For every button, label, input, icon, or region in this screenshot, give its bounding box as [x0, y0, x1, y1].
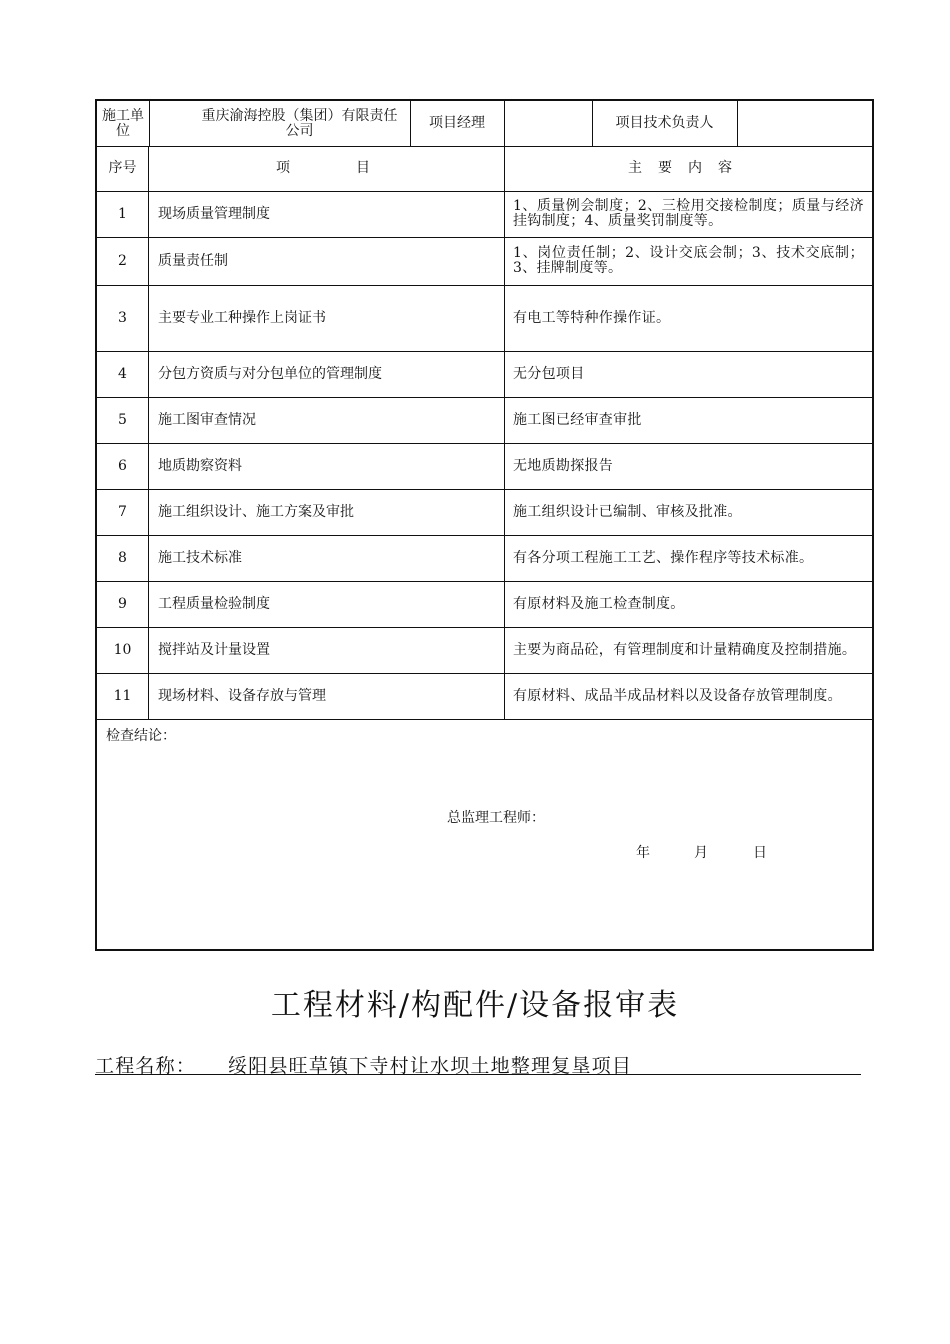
date-year-label: 年: [636, 844, 650, 861]
project-manager-label: 项目经理: [429, 115, 485, 131]
row-item: 质量责任制: [158, 252, 228, 269]
conclusion-label: 检查结论：: [106, 727, 176, 744]
row-item: 施工技术标准: [158, 549, 242, 566]
row-number: 3: [118, 309, 127, 326]
row-number: 5: [118, 411, 127, 428]
row-item: 现场材料、设备存放与管理: [158, 687, 326, 704]
date-month-label: 月: [694, 844, 708, 861]
quality-management-check-table: [95, 99, 874, 951]
table-rule: [97, 719, 872, 720]
row-number: 10: [113, 641, 132, 658]
row-content: 无分包项目: [513, 365, 585, 382]
row-item: 地质勘察资料: [158, 457, 242, 474]
row-item: 施工组织设计、施工方案及审批: [158, 503, 354, 520]
row-content: 1、岗位责任制；2、设计交底会制；3、技术交底制；3、挂牌制度等。: [513, 245, 864, 276]
row-item: 施工图审查情况: [158, 411, 256, 428]
row-content: 1、质量例会制度；2、三检用交接检制度；质量与经济挂钩制度；4、质量奖罚制度等。: [513, 198, 864, 229]
row-content: 有原材料、成品半成品材料以及设备存放管理制度。: [513, 687, 842, 704]
construction-unit-label: 施工单位: [102, 107, 144, 139]
row-content: 主要为商品砼，有管理制度和计量精确度及控制措施。: [513, 641, 857, 658]
row-content: 无地质勘探报告: [513, 457, 614, 474]
date-day-label: 日: [753, 844, 767, 861]
row-number: 9: [118, 595, 127, 612]
construction-unit-value: 重庆渝海控股（集团）有限责任公司: [201, 107, 398, 139]
row-number: 4: [118, 365, 127, 382]
row-item: 搅拌站及计量设置: [158, 641, 270, 658]
row-number: 2: [118, 252, 127, 269]
row-content: 施工图已经审查审批: [513, 411, 642, 428]
row-item: 主要专业工种操作上岗证书: [158, 309, 326, 326]
row-item: 工程质量检验制度: [158, 595, 270, 612]
form-title: 工程材料/构配件/设备报审表: [270, 988, 680, 1023]
row-number: 1: [118, 205, 127, 222]
tech-lead-label: 项目技术负责人: [615, 115, 714, 131]
row-content: 有各分项工程施工工艺、操作程序等技术标准。: [513, 549, 814, 566]
row-number: 8: [118, 549, 127, 566]
row-number: 6: [118, 457, 127, 474]
row-number: 7: [118, 503, 127, 520]
project-name-label: 工程名称：: [95, 1055, 197, 1077]
row-number: 11: [113, 687, 132, 704]
column-header-content: 主要内容: [628, 160, 748, 176]
row-content: 有原材料及施工检查制度。: [513, 595, 685, 612]
project-name-value: 绥阳县旺草镇下寺村让水坝土地整理复垦项目: [228, 1055, 633, 1077]
column-header-seq: 序号: [108, 160, 137, 176]
column-header-item: 项 目: [276, 160, 376, 176]
supervisor-signature-label: 总监理工程师：: [447, 809, 545, 826]
project-manager-value: [504, 101, 592, 146]
row-item: 现场质量管理制度: [158, 205, 270, 222]
project-name-line: [95, 1051, 861, 1075]
table-rule: [149, 101, 150, 146]
tech-lead-value: [737, 101, 872, 146]
row-item: 分包方资质与对分包单位的管理制度: [158, 365, 382, 382]
row-content: 施工组织设计已编制、审核及批准。: [513, 503, 742, 520]
row-content: 有电工等特种作操作证。: [513, 309, 671, 326]
